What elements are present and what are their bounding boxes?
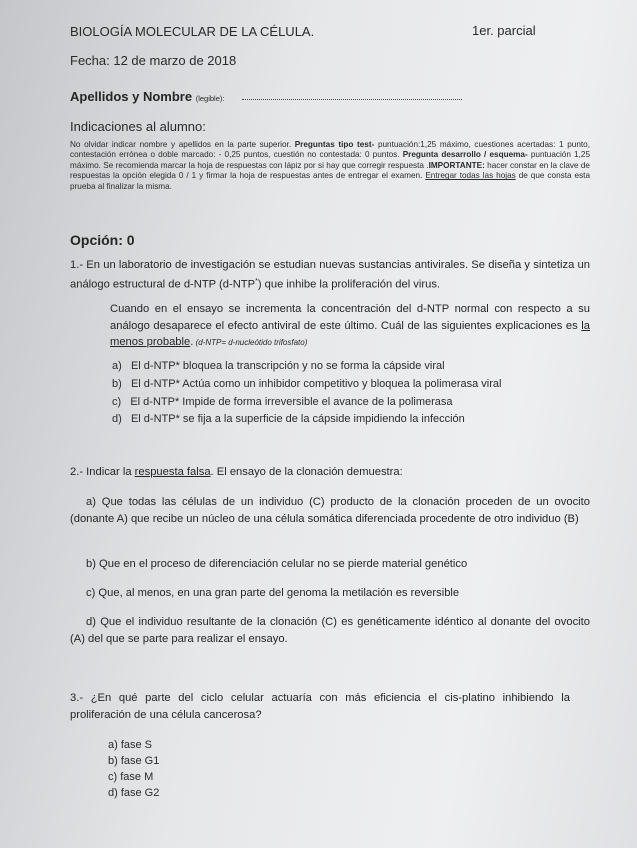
- course-title: BIOLOGÍA MOLECULAR DE LA CÉLULA.: [70, 24, 315, 39]
- question-3-option-d[interactable]: d) fase G2: [108, 787, 160, 799]
- exam-date: Fecha: 12 de marzo de 2018: [70, 53, 237, 68]
- exam-label: 1er. parcial: [472, 23, 536, 38]
- question-3-option-c[interactable]: c) fase M: [108, 771, 154, 783]
- question-1-context: Cuando en el ensayo se incrementa la concentración del d-NTP normal con respecto a su análogo desaparece el efecto antiviral de este último. Cuál de las siguientes explicaciones es la menos probable. (d-NTP= d-nucleótido trifosfato): [110, 303, 590, 348]
- name-line: [242, 99, 462, 100]
- question-2-option-d[interactable]: d) Que el individuo resultante de la clonación (C) es genéticamente idéntico al donante del ovocito (A) del que se parte para realizar el ensayo.: [70, 616, 590, 645]
- question-1-option-c[interactable]: c) El d-NTP* Impide de forma irreversible el avance de la polimerasa: [112, 396, 453, 408]
- question-2-option-c[interactable]: c) Que, al menos, en una gran parte del genoma la metilación es reversible: [86, 587, 460, 599]
- question-3-option-a[interactable]: a) fase S: [108, 739, 153, 751]
- question-3-stem: 3.- ¿En qué parte del ciclo celular actuaría con más eficiencia el cis-platino inhibiendo la proliferación de una célula cancerosa?: [70, 692, 570, 721]
- question-1-option-a[interactable]: a) El d-NTP* bloquea la transcripción y no se forma la cápside viral: [112, 360, 445, 372]
- question-3-option-b[interactable]: b) fase G1: [108, 755, 160, 767]
- instructions-text: No olvidar indicar nombre y apellidos en la parte superior. Preguntas tipo test- puntuación:1,25 máximo, cuestiones acertadas: 1 punto, contestación errónea o doble marcado: - 0,25 puntos, cuestión no contestada: 0 puntos. Pregunta desarrollo / esquema- puntuación 1,25 máximo. Se recomienda marcar la hoja de respuestas con lápiz por si hay que corregir respuesta .IMPORTANTE: hacer constar en la clave de respuestas la opción elegida 0 / 1 y firmar la hoja de respuestas antes de entregar el examen. Entregar todas las hojas de que consta esta prueba al finalizar la misma.: [70, 140, 591, 191]
- name-hint: (legible):: [195, 94, 225, 103]
- question-2-option-b[interactable]: b) Que en el proceso de diferenciación celular no se pierde material genético: [86, 558, 468, 570]
- question-1-option-b[interactable]: b) El d-NTP* Actúa como un inhibidor competitivo y bloquea la polimerasa viral: [112, 378, 502, 390]
- question-2-stem: 2.- Indicar la respuesta falsa. El ensayo de la clonación demuestra:: [70, 466, 403, 478]
- question-1-stem: 1.- En un laboratorio de investigación se estudian nuevas sustancias antivirales. Se diseña y sintetiza un análogo estructural de d-NTP (d-NTP*) que inhibe la proliferación del virus.: [70, 259, 590, 291]
- instructions-title: Indicaciones al alumno:: [70, 119, 206, 134]
- question-1-option-d[interactable]: d) El d-NTP* se fija a la superficie de la cápside impidiendo la infección: [112, 413, 465, 425]
- question-2-option-a[interactable]: a) Que todas las células de un individuo (C) producto de la clonación proceden de un ovocito (donante A) que recibe un núcleo de una célula somática diferenciada procedente de otro individuo (B): [70, 496, 590, 525]
- name-label: [70, 89, 224, 104]
- option-heading: Opción: 0: [70, 232, 135, 248]
- name-label-text: Apellidos y Nombre: [70, 89, 193, 104]
